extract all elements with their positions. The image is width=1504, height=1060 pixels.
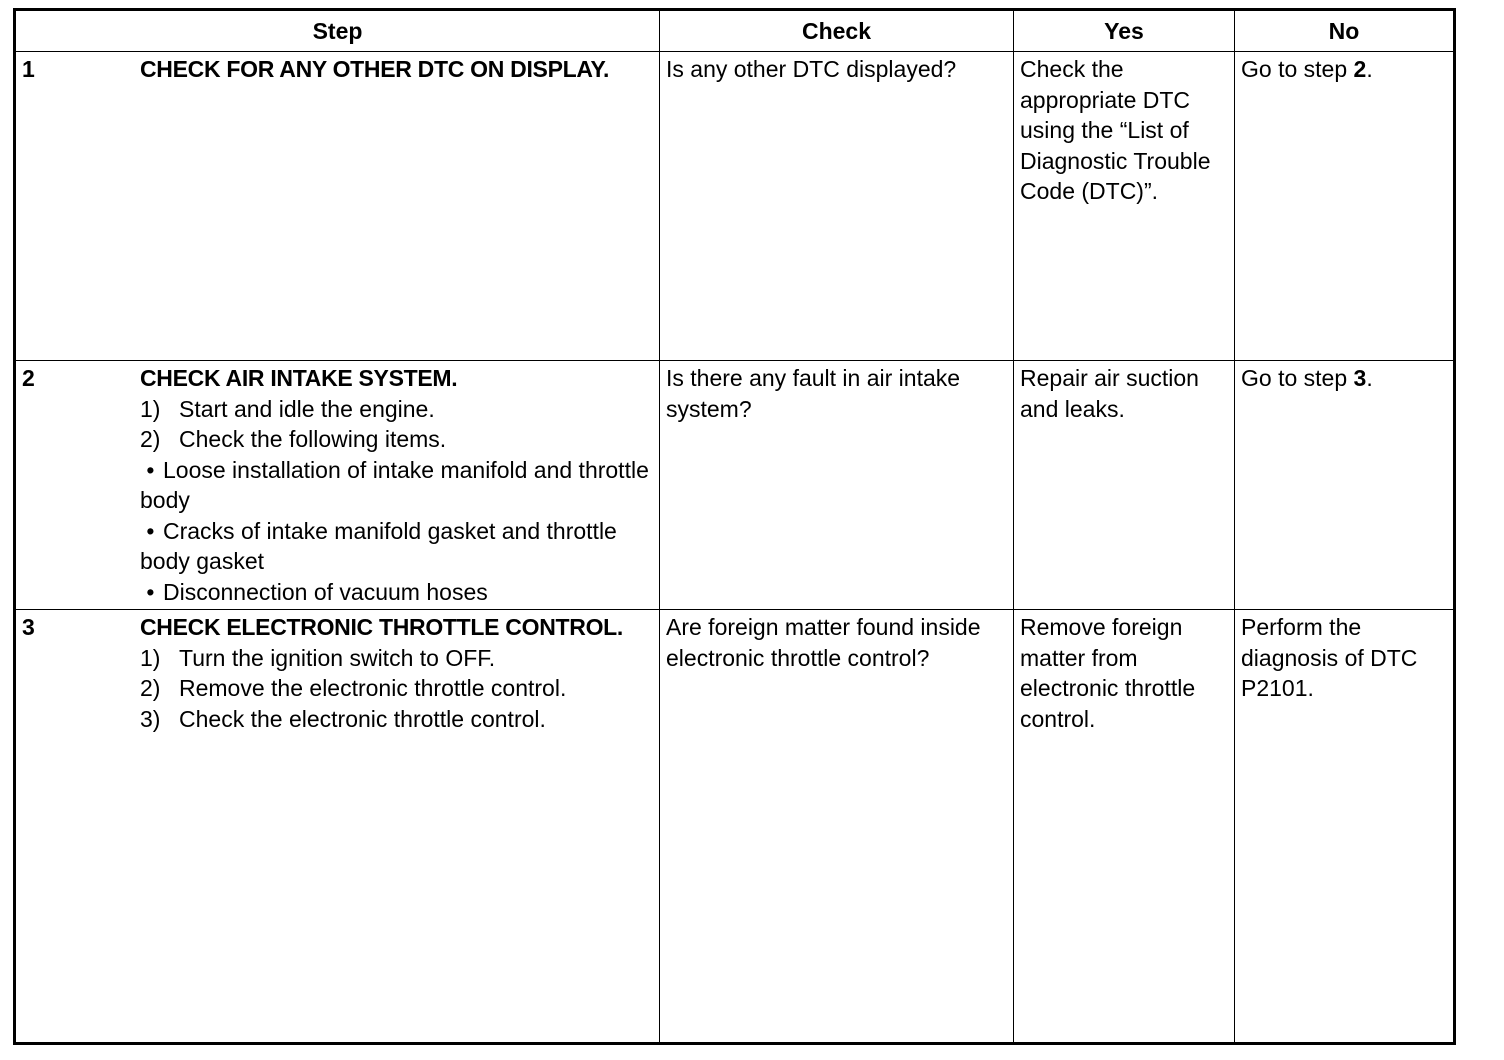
bullet-item bbox=[140, 455, 655, 516]
bullet-icon: • bbox=[140, 456, 155, 483]
header-yes: Yes bbox=[1014, 10, 1235, 52]
no-suffix: . bbox=[1366, 365, 1373, 391]
header-step: Step bbox=[15, 10, 660, 52]
substep bbox=[140, 424, 655, 455]
step-title: CHECK FOR ANY OTHER DTC ON DISPLAY. bbox=[140, 56, 610, 82]
substep bbox=[140, 643, 655, 674]
header-check: Check bbox=[660, 10, 1014, 52]
step-cell bbox=[15, 52, 660, 361]
substep bbox=[140, 704, 655, 735]
substep-number: 2) bbox=[140, 426, 161, 452]
yes-cell: Remove foreign matter from electronic throttle control. bbox=[1014, 610, 1235, 1044]
substep bbox=[140, 394, 655, 425]
yes-cell: Repair air suction and leaks. bbox=[1014, 361, 1235, 610]
no-step-ref: 3 bbox=[1353, 365, 1367, 391]
step-number: 2 bbox=[22, 365, 35, 391]
no-cell bbox=[1235, 52, 1455, 361]
header-row bbox=[15, 10, 1455, 52]
bullet-text: Loose installation of intake manifold and throttle body bbox=[140, 456, 649, 513]
step-cell bbox=[15, 610, 660, 1044]
no-cell: Perform the diagnosis of DTC P2101. bbox=[1235, 610, 1455, 1044]
check-cell: Is any other DTC displayed? bbox=[660, 52, 1014, 361]
no-prefix: Go to step bbox=[1241, 56, 1354, 82]
no-prefix: Go to step bbox=[1241, 365, 1354, 391]
header-no: No bbox=[1235, 10, 1455, 52]
substep-number: 1) bbox=[140, 644, 161, 671]
bullet-icon: • bbox=[140, 578, 155, 605]
table-row bbox=[15, 610, 1455, 1044]
yes-cell: Check the appropriate DTC using the “List of Diagnostic Trouble Code (DTC)”. bbox=[1014, 52, 1235, 361]
table-row bbox=[15, 52, 1455, 361]
bullet-text: Disconnection of vacuum hoses bbox=[163, 578, 488, 605]
table-row bbox=[15, 361, 1455, 610]
substep-text: Start and idle the engine. bbox=[179, 395, 435, 422]
substep-number: 1) bbox=[140, 395, 161, 422]
step-title: CHECK ELECTRONIC THROTTLE CONTROL. bbox=[140, 614, 623, 640]
step-number: 3 bbox=[22, 614, 35, 640]
bullet-text: Cracks of intake manifold gasket and throttle body gasket bbox=[140, 517, 617, 574]
substep bbox=[140, 673, 655, 704]
no-cell bbox=[1235, 361, 1455, 610]
substep-number: 2) bbox=[140, 675, 161, 701]
no-suffix: . bbox=[1366, 56, 1373, 82]
check-cell: Are foreign matter found inside electronic throttle control? bbox=[660, 610, 1014, 1044]
bullet-item bbox=[140, 577, 655, 608]
substep-text: Check the electronic throttle control. bbox=[179, 705, 546, 732]
step-cell bbox=[15, 361, 660, 610]
substep-text: Remove the electronic throttle control. bbox=[179, 675, 567, 701]
substep-text: Check the following items. bbox=[179, 426, 447, 452]
substep-text: Turn the ignition switch to OFF. bbox=[179, 644, 496, 671]
substep-number: 3) bbox=[140, 705, 161, 732]
bullet-item bbox=[140, 516, 655, 577]
check-cell: Is there any fault in air intake system? bbox=[660, 361, 1014, 610]
step-number: 1 bbox=[22, 56, 35, 82]
diagnostic-table bbox=[13, 8, 1456, 1045]
no-step-ref: 2 bbox=[1353, 56, 1367, 82]
bullet-icon: • bbox=[140, 517, 155, 544]
step-title: CHECK AIR INTAKE SYSTEM. bbox=[140, 365, 458, 391]
